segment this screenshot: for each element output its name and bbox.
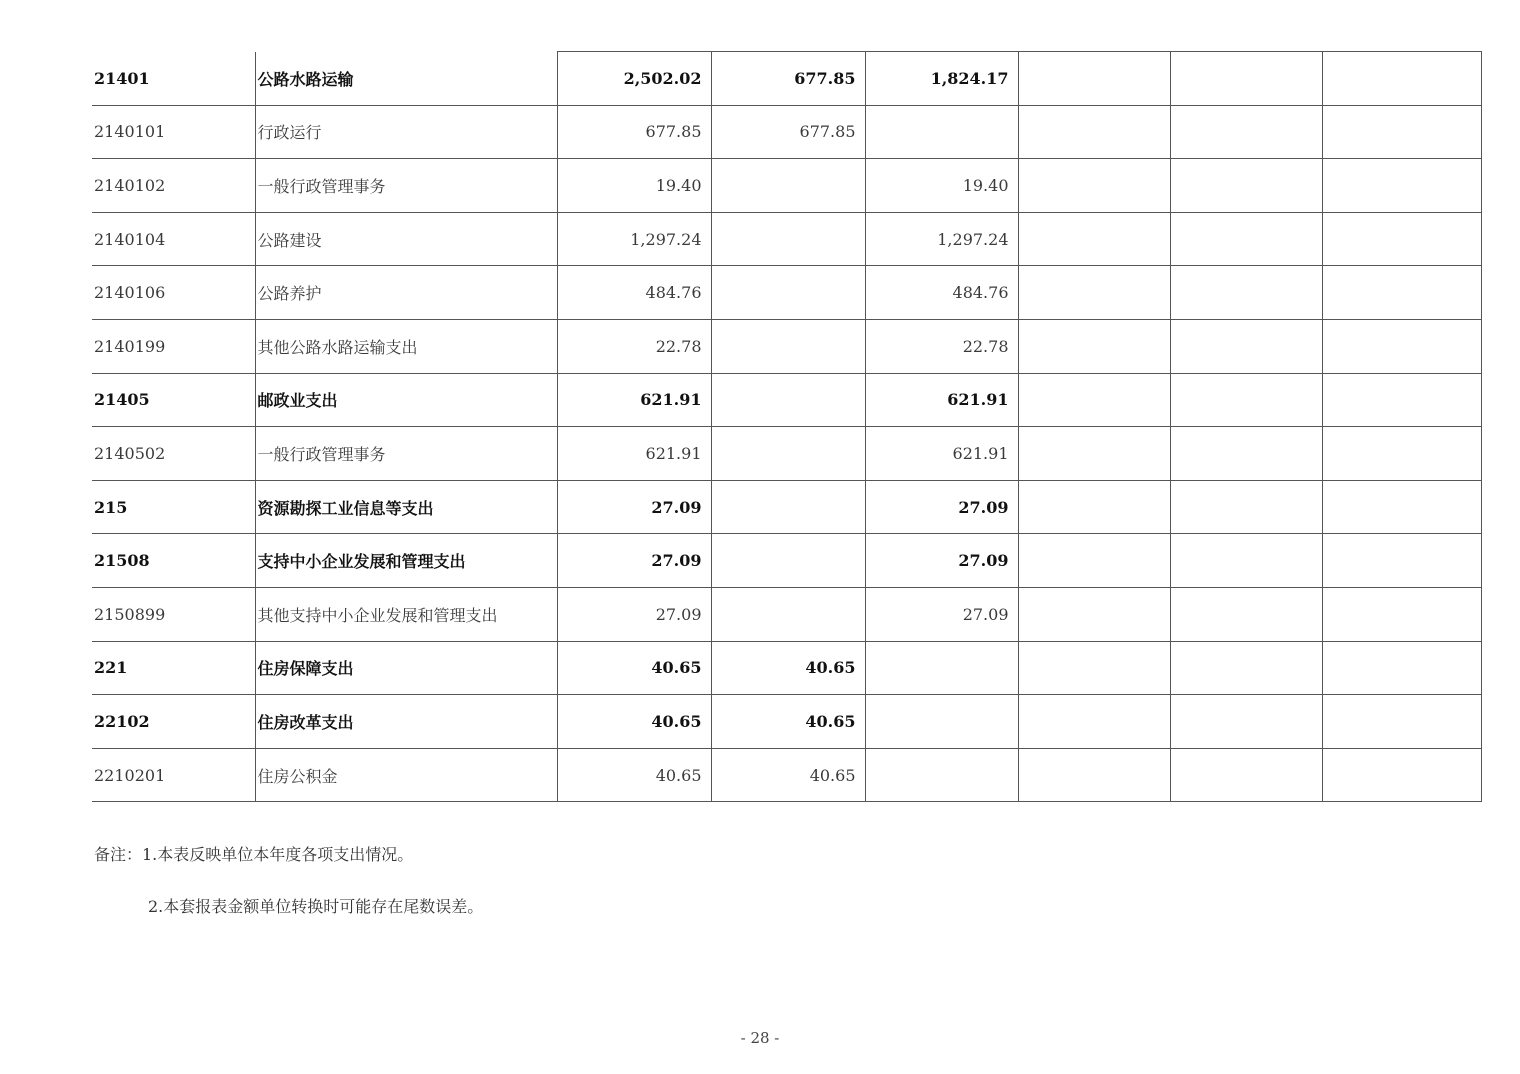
cell-project: 484.76 xyxy=(865,266,1018,320)
note-line-2: 2.本套报表金额单位转换时可能存在尾数误差。 xyxy=(148,897,484,916)
page-number: - 28 - xyxy=(740,1029,780,1047)
table-row xyxy=(92,52,1481,106)
cell-col7 xyxy=(1170,587,1322,641)
cell-project: 621.91 xyxy=(865,373,1018,427)
cell-project: 621.91 xyxy=(865,427,1018,481)
table-row xyxy=(92,641,1481,695)
table-row xyxy=(92,159,1481,213)
cell-basic: 40.65 xyxy=(711,748,865,802)
cell-col7 xyxy=(1170,480,1322,534)
cell-code: 2140101 xyxy=(92,105,255,159)
cell-col6 xyxy=(1018,641,1170,695)
cell-total: 484.76 xyxy=(557,266,711,320)
cell-col8 xyxy=(1322,534,1481,588)
cell-code: 2140199 xyxy=(92,319,255,373)
cell-col6 xyxy=(1018,159,1170,213)
cell-col7 xyxy=(1170,534,1322,588)
cell-name: 住房保障支出 xyxy=(255,641,557,695)
cell-total: 27.09 xyxy=(557,534,711,588)
cell-col8 xyxy=(1322,641,1481,695)
cell-project: 27.09 xyxy=(865,480,1018,534)
cell-code: 2140104 xyxy=(92,212,255,266)
table-row xyxy=(92,748,1481,802)
cell-col8 xyxy=(1322,212,1481,266)
cell-name: 住房公积金 xyxy=(255,748,557,802)
table-row xyxy=(92,266,1481,320)
cell-col6 xyxy=(1018,319,1170,373)
cell-col7 xyxy=(1170,212,1322,266)
cell-total: 621.91 xyxy=(557,427,711,481)
cell-basic xyxy=(711,212,865,266)
cell-project: 22.78 xyxy=(865,319,1018,373)
cell-col6 xyxy=(1018,373,1170,427)
cell-basic: 677.85 xyxy=(711,105,865,159)
cell-col7 xyxy=(1170,105,1322,159)
cell-name: 公路养护 xyxy=(255,266,557,320)
cell-project xyxy=(865,641,1018,695)
cell-name: 行政运行 xyxy=(255,105,557,159)
cell-col7 xyxy=(1170,373,1322,427)
table-row xyxy=(92,480,1481,534)
cell-code: 21508 xyxy=(92,534,255,588)
cell-col8 xyxy=(1322,373,1481,427)
cell-code: 22102 xyxy=(92,695,255,749)
cell-basic xyxy=(711,587,865,641)
cell-project: 1,824.17 xyxy=(865,52,1018,106)
cell-col7 xyxy=(1170,427,1322,481)
cell-total: 40.65 xyxy=(557,641,711,695)
cell-basic xyxy=(711,427,865,481)
cell-col7 xyxy=(1170,319,1322,373)
cell-code: 2140106 xyxy=(92,266,255,320)
cell-col6 xyxy=(1018,748,1170,802)
cell-col6 xyxy=(1018,266,1170,320)
cell-total: 621.91 xyxy=(557,373,711,427)
cell-basic xyxy=(711,534,865,588)
expenditure-table xyxy=(92,51,1482,802)
cell-total: 677.85 xyxy=(557,105,711,159)
cell-col8 xyxy=(1322,695,1481,749)
cell-col7 xyxy=(1170,266,1322,320)
table-row xyxy=(92,587,1481,641)
cell-total: 27.09 xyxy=(557,587,711,641)
cell-name: 支持中小企业发展和管理支出 xyxy=(255,534,557,588)
cell-col6 xyxy=(1018,480,1170,534)
cell-total: 40.65 xyxy=(557,748,711,802)
cell-total: 1,297.24 xyxy=(557,212,711,266)
note-line-1: 备注：1.本表反映单位本年度各项支出情况。 xyxy=(94,845,414,864)
cell-basic: 40.65 xyxy=(711,695,865,749)
table-row xyxy=(92,319,1481,373)
cell-code: 2150899 xyxy=(92,587,255,641)
cell-code: 215 xyxy=(92,480,255,534)
table-row xyxy=(92,212,1481,266)
cell-basic xyxy=(711,373,865,427)
cell-basic xyxy=(711,266,865,320)
cell-code: 2140502 xyxy=(92,427,255,481)
table-row xyxy=(92,534,1481,588)
cell-col7 xyxy=(1170,52,1322,106)
cell-basic: 40.65 xyxy=(711,641,865,695)
cell-col8 xyxy=(1322,105,1481,159)
cell-total: 2,502.02 xyxy=(557,52,711,106)
cell-name: 一般行政管理事务 xyxy=(255,159,557,213)
cell-basic xyxy=(711,319,865,373)
cell-total: 27.09 xyxy=(557,480,711,534)
cell-col6 xyxy=(1018,212,1170,266)
cell-col8 xyxy=(1322,52,1481,106)
cell-name: 其他支持中小企业发展和管理支出 xyxy=(255,587,557,641)
cell-name: 邮政业支出 xyxy=(255,373,557,427)
cell-project xyxy=(865,748,1018,802)
cell-col8 xyxy=(1322,480,1481,534)
cell-col6 xyxy=(1018,534,1170,588)
cell-total: 19.40 xyxy=(557,159,711,213)
table-row xyxy=(92,695,1481,749)
cell-col6 xyxy=(1018,105,1170,159)
cell-code: 221 xyxy=(92,641,255,695)
table-row xyxy=(92,373,1481,427)
cell-col6 xyxy=(1018,587,1170,641)
cell-col7 xyxy=(1170,159,1322,213)
cell-project xyxy=(865,695,1018,749)
cell-col8 xyxy=(1322,159,1481,213)
cell-name: 公路建设 xyxy=(255,212,557,266)
cell-name: 公路水路运输 xyxy=(255,52,557,106)
cell-col8 xyxy=(1322,587,1481,641)
cell-basic xyxy=(711,480,865,534)
cell-code: 2210201 xyxy=(92,748,255,802)
cell-code: 21401 xyxy=(92,52,255,106)
cell-col8 xyxy=(1322,427,1481,481)
table-body xyxy=(92,52,1481,802)
table-row xyxy=(92,427,1481,481)
cell-col6 xyxy=(1018,695,1170,749)
table-row xyxy=(92,105,1481,159)
cell-basic xyxy=(711,159,865,213)
cell-col7 xyxy=(1170,695,1322,749)
cell-project: 27.09 xyxy=(865,534,1018,588)
cell-col6 xyxy=(1018,52,1170,106)
cell-name: 一般行政管理事务 xyxy=(255,427,557,481)
cell-name: 其他公路水路运输支出 xyxy=(255,319,557,373)
cell-code: 21405 xyxy=(92,373,255,427)
cell-col8 xyxy=(1322,266,1481,320)
cell-col7 xyxy=(1170,748,1322,802)
cell-name: 资源勘探工业信息等支出 xyxy=(255,480,557,534)
cell-col8 xyxy=(1322,748,1481,802)
cell-basic: 677.85 xyxy=(711,52,865,106)
cell-project: 19.40 xyxy=(865,159,1018,213)
cell-total: 22.78 xyxy=(557,319,711,373)
cell-col6 xyxy=(1018,427,1170,481)
cell-project xyxy=(865,105,1018,159)
cell-col8 xyxy=(1322,319,1481,373)
cell-project: 1,297.24 xyxy=(865,212,1018,266)
cell-code: 2140102 xyxy=(92,159,255,213)
cell-name: 住房改革支出 xyxy=(255,695,557,749)
cell-project: 27.09 xyxy=(865,587,1018,641)
cell-total: 40.65 xyxy=(557,695,711,749)
cell-col7 xyxy=(1170,641,1322,695)
